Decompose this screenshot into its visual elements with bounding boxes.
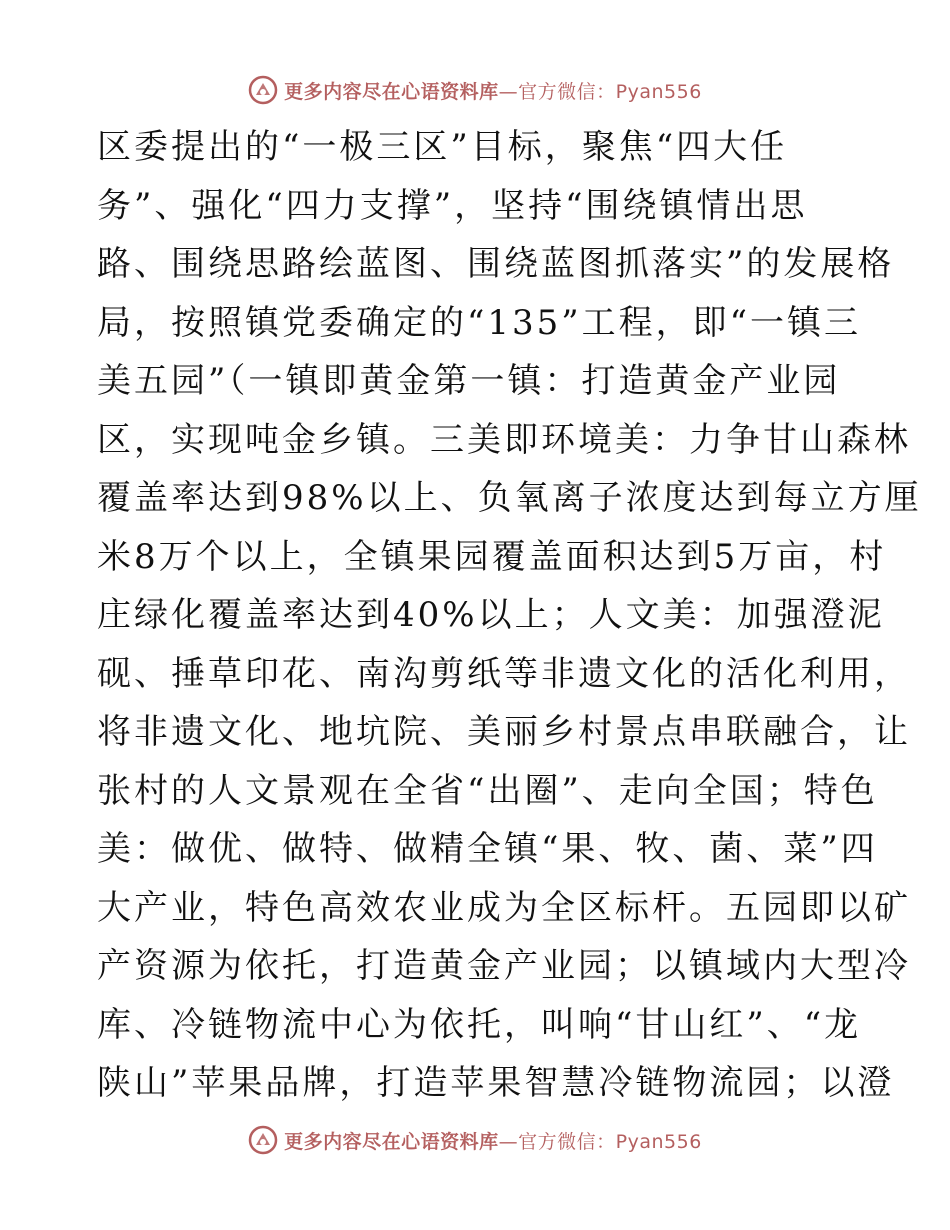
- body-line: 庄绿化覆盖率达到40%以上；人文美：加强澄泥: [97, 595, 885, 635]
- footer-brand-text: 更多内容尽在心语资料库: [284, 1130, 499, 1153]
- body-line: 美：做优、做特、做精全镇“果、牧、菌、菜”四: [97, 829, 878, 869]
- body-line: 美五园”（一镇即黄金第一镇：打造黄金产业园: [97, 361, 841, 401]
- body-line: 米8万个以上，全镇果园覆盖面积达到5万亩，村: [97, 536, 887, 577]
- header-watermark-banner: [0, 70, 950, 110]
- body-line: 区委提出的“一极三区”目标，聚焦“四大任: [97, 127, 788, 167]
- seal-logo-icon: [248, 1125, 278, 1155]
- header-brand-text: 更多内容尽在心语资料库: [284, 80, 499, 103]
- body-line: 区，实现吨金乡镇。三美即环境美：力争甘山森林: [97, 419, 911, 460]
- body-line: 将非遗文化、地坑院、美丽乡村景点串联融合，让: [97, 712, 911, 752]
- body-line: 砚、捶草印花、南沟剪纸等非遗文化的活化利用，: [97, 653, 911, 694]
- body-line: 库、冷链物流中心为依托，叫响“甘山红”、“龙: [97, 1004, 862, 1045]
- header-wechat-text: 官方微信：Pyan556: [518, 80, 702, 103]
- footer-separator: —: [498, 1130, 519, 1153]
- header-separator: —: [498, 80, 519, 103]
- header-watermark-text: [284, 77, 702, 104]
- body-line: 产资源为依托，打造黄金产业园；以镇域内大型冷: [97, 946, 911, 986]
- body-line: 路、围绕思路绘蓝图、围绕蓝图抓落实”的发展格: [97, 244, 895, 284]
- body-line: 陕山”苹果品牌，打造苹果智慧冷链物流园；以澄: [97, 1063, 895, 1103]
- footer-watermark-text: [284, 1127, 702, 1154]
- footer-watermark-banner: [0, 1120, 950, 1160]
- body-line: 局，按照镇党委确定的“135”工程，即“一镇三: [97, 302, 862, 343]
- seal-logo-icon: [248, 75, 278, 105]
- body-line: 大产业，特色高效农业成为全区标杆。五园即以矿: [97, 887, 911, 928]
- body-line: 覆盖率达到98%以上、负氧离子浓度达到每立方厘: [97, 478, 922, 518]
- footer-wechat-text: 官方微信：Pyan556: [518, 1130, 702, 1153]
- body-line: 务”、强化“四力支撑”，坚持“围绕镇情出思: [97, 185, 808, 226]
- document-body: [97, 118, 922, 1113]
- body-line: 张村的人文景观在全省“出圈”、走向全国；特色: [97, 770, 878, 811]
